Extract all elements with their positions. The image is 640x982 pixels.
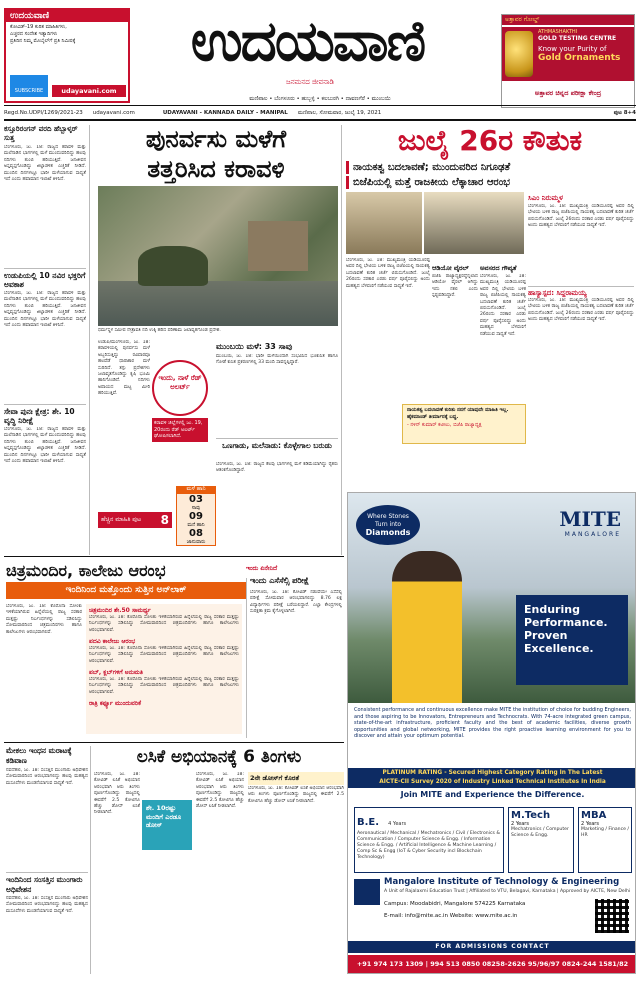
masthead: ಉದಯವಾಣಿ	[190, 8, 425, 74]
admissions-banner: FOR ADMISSIONS CONTACT	[348, 941, 636, 953]
stat-label: ಸಾವು	[191, 505, 201, 511]
story-title[interactable]: ಉಡುಪಿಯಲ್ಲಿ 10 ನವಿರ ಭಕ್ತರಿಗೆ ಅವಕಾಶ	[4, 268, 86, 289]
mite-city: MANGALORE	[564, 531, 621, 538]
vaccine-body: ಬೆಂಗಳೂರು, ಜು. 18: ಕೋವಿಡ್ ಲಸಿಕೆ ಅಭಿಯಾನ ಆರಂಭವಾಗಿ ಆರು ತಿಂಗಳು ಪೂರ್ಣಗೊಂಡಿದ್ದು ರಾಜ್ಯದಲ್ಲಿ ಈವರೆಗೆ 2.5 ಕೋಟಿಗೂ ಹೆಚ್ಚು ಡೋಸ್ ಲಸಿಕೆ ನೀಡಲಾಗಿದೆ.	[94, 772, 140, 816]
mite-logo: MITE	[559, 507, 621, 531]
be-title: B.E.	[357, 817, 380, 828]
audio-title[interactable]: ಆಡಿಯೋ ವೈರಲ್	[432, 264, 469, 272]
vaccine-side-title[interactable]: 2ನೇ ಡೋಸ್‌ಗೆ ಕೊರತೆ	[248, 772, 344, 785]
flood-photo	[98, 186, 338, 326]
quote-author: - ನಳಿನ್ ಕುಮಾರ್ ಕಟೀಲು, ಬಿಜೆಪಿ ರಾಜ್ಯಾಧ್ಯಕ್ಷ	[407, 422, 482, 428]
photo-caption: ಧರ್ಮಸ್ಥಳ ಸಮೀಪ ನೇತ್ರಾವತಿ ನದಿ ಉಕ್ಕಿ ಹರಿದ ಪರಿಣಾಮ ಜಲಾವೃತಗೊಂಡ ಪ್ರದೇಶ.	[98, 328, 221, 333]
stat-label: ಜಾನುವಾರು	[186, 539, 206, 545]
divider	[4, 119, 636, 121]
vaccine-body: ಬೆಂಗಳೂರು, ಜು. 18: ಕೋವಿಡ್ ಲಸಿಕೆ ಅಭಿಯಾನ ಆರಂಭವಾಗಿ ಆರು ತಿಂಗಳು ಪೂರ್ಣಗೊಂಡಿದ್ದು ರಾಜ್ಯದಲ್ಲಿ ಈವರೆಗೆ 2.5 ಕೋಟಿಗೂ ಹೆಚ್ಚು ಡೋಸ್ ಲಸಿಕೆ ನೀಡಲಾಗಿದೆ.	[196, 772, 244, 810]
vaccine-box: ಶೇ. 10ರಷ್ಟು ಮಂದಿಗೆ ಎರಡೂ ಡೋಸ್	[142, 800, 192, 850]
student-image	[392, 551, 462, 703]
excellence-box	[516, 595, 628, 685]
promo-line: ಎಚ್ಚರದ ಸಂದೇಶ ಇತ್ಯಾದಿಗಳು	[10, 31, 58, 37]
divider	[246, 578, 247, 738]
sub-body: ಬೆಂಗಳೂರು, ಜು. 18: ರಾಜ್ಯದ ಕೆಲವು ಭಾಗಗಳಲ್ಲಿ ಮಳೆ ಕಡಿಮೆಯಾಗಿದ್ದು ರೈತರು ಆತಂಕಗೊಂಡಿದ್ದಾರೆ.	[216, 462, 338, 474]
edition-date: ಮಣಿಪಾಲ, ಸೋಮವಾರ, ಜುಲೈ 19, 2021	[297, 109, 382, 116]
rain-body: ಉಡುಪಿ/ಮಂಗಳೂರು, ಜು. 18: ಕರಾವಳಿಯಲ್ಲಿ ಪುನರ್ವಸು ಮಳೆ ಅಬ್ಬರಿಸುತ್ತಿದ್ದು ರವಿವಾರವೂ ಹಲವೆಡೆ ಧಾರಾಕಾರ ಮಳೆ ಸುರಿದಿದೆ. ತಗ್ಗು ಪ್ರದೇಶಗಳು ಜಲಾವೃತಗೊಂಡಿದ್ದು ಕೃಷಿ ಭೂಮಿ ಹಾನಿಗೊಂಡಿದೆ. ನದಿಗಳು ಅಪಾಯದ ಮಟ್ಟ ಮೀರಿ ಹರಿಯುತ್ತಿವೆ.	[98, 340, 150, 397]
audio-body: ಬಿಜೆಪಿ ರಾಜ್ಯಾಧ್ಯಕ್ಷರದ್ದೆನ್ನಲಾದ ಆಡಿಯೋ ವೈರಲ್ ಆಗಿದ್ದು ಇದು ನಕಲಿ ಎಂದು ಸ್ಪಷ್ಟಪಡಿಸಿದ್ದಾರೆ.	[432, 274, 478, 299]
bottom-story-title[interactable]: ಇಂದಿನಿಂದ ಸಂಸತ್ತಿನ ಮುಂಗಾರು ಅಧಿವೇಶನ	[6, 872, 88, 894]
site-link[interactable]: udayavani.com	[52, 85, 126, 97]
bottom-story-body: ನವದೆಹಲಿ, ಜು. 18: ಸಂಸತ್ತಿನ ಮುಂಗಾರು ಅಧಿವೇಶನ ಸೋಮವಾರದಿಂದ ಆರಂಭವಾಗಲಿದ್ದು ಹಲವು ಮಹತ್ವದ ಮಸೂದೆಗಳು ಮಂಡನೆಯಾಗುವ ಸಾಧ್ಯತೆ ಇದೆ.	[6, 896, 88, 914]
rain-headline-2[interactable]: ತತ್ತರಿಸಿದ ಕರಾವಳಿ	[147, 155, 285, 183]
gold-ad-footer: ಅತ್ತಾವರ ಚಿನ್ನದ ಪರೀಕ್ಷಾ ಕೇಂದ್ರ	[534, 89, 602, 97]
cinema-item: ಚಿತ್ರಮಂದಿರ ಶೇ.50 ಸಾಮರ್ಥ್ಯ	[89, 607, 151, 614]
meeting-photo	[346, 192, 422, 254]
rating-line-1: PLATINUM RATING - Secured Highest Category Rating In The Latest	[382, 770, 603, 776]
rating-banner	[348, 768, 636, 788]
regd-number: Regd.No.UDPI/1269/2021-23	[4, 110, 83, 116]
stat-label: ಮನೆ ಹಾನಿ	[187, 522, 205, 528]
side-col-title2[interactable]: ಹಾಸ್ಯಾಸ್ಪದ: ಸಿದ್ದರಾಮಯ್ಯ	[528, 286, 634, 298]
stat-number: 09	[189, 511, 203, 522]
cinema-item-body: ಬೆಂಗಳೂರು, ಜು. 18: ಕೊರೊನಾ ಸೋಂಕು ಇಳಿಕೆಯಾಗಿರುವ ಹಿನ್ನೆಲೆಯಲ್ಲಿ ರಾಜ್ಯ ಸರಕಾರ ಮತ್ತಷ್ಟು ನಿರ್ಬಂಧಗಳನ್ನು ಸಡಿಲಿಸಿದ್ದು ಸೋಮವಾರದಿಂದ ಚಿತ್ರಮಂದಿರಗಳು ಹಾಗೂ ಕಾಲೇಜುಗಳು ಆರಂಭವಾಗಲಿವೆ.	[89, 615, 239, 633]
story-body: ಬೆಂಗಳೂರು, ಜು. 18: ರಾಜ್ಯದ ಕರಾವಳಿ ಮತ್ತು ಮಲೆನಾಡಿನ ಭಾಗಗಳಲ್ಲಿ ಮಳೆ ಮುಂದುವರಿದಿದ್ದು ಹಲವು ನದಿಗಳು ತುಂಬಿ ಹರಿಯುತ್ತಿವೆ. ಜನಜೀವನ ಅಸ್ತವ್ಯಸ್ತಗೊಂಡಿದ್ದು ಜಿಲ್ಲಾಡಳಿತ ಎಚ್ಚರಿಕೆ ನೀಡಿದೆ. ಮುಂದಿನ ದಿನಗಳಲ್ಲೂ ಭಾರೀ ಮಳೆಯಾಗುವ ಸಾಧ್ಯತೆ ಇದೆ ಎಂದು ಹವಾಮಾನ ಇಲಾಖೆ ತಿಳಿಸಿದೆ.	[4, 427, 86, 465]
sslc-headline[interactable]: ಇಂದು ಎಸೆಸೆಲ್ಸಿ ಪರೀಕ್ಷೆ	[250, 576, 309, 585]
cinema-items	[86, 604, 242, 734]
promo-line: ಪ್ರತಿದಿನ ನಿಮ್ಮ ಮೊಬೈಲ್‌ಗೆ ಪ್ರತಿ ನಿಮಿಷಕ್ಕೆ	[10, 38, 76, 44]
divider	[90, 746, 91, 974]
editions-bar: ಮಣಿಪಾಲ • ಬೆಂಗಳೂರು • ಹುಬ್ಬಳ್ಳಿ • ಕಲಬುರಗಿ • ದಾವಣಗೆರೆ • ಮುಂಬಯಿ	[249, 96, 391, 102]
stat-number: 03	[189, 494, 203, 505]
slogan-badge	[356, 505, 420, 545]
tagline: ಜನಮನದ ಜೀವನಾಡಿ	[286, 78, 334, 86]
subhead-dry[interactable]: ಒಣಗಾಡು, ಮಲೆನಾಡು: ಕೊಳ್ಳೇಗಾಲ ಬರುಡು	[216, 438, 338, 451]
overlay-4: Excellence.	[524, 642, 594, 655]
paper-name: UDAYAVANI - KANNADA DAILY - MANIPAL	[162, 110, 288, 116]
gold-ad-line1: ATHMASHAKTHI	[538, 29, 578, 35]
sub-body: ಮುಂಬಯಿ, ಜು. 18: ಭಾರೀ ಮಳೆಯಿಂದಾಗಿ ಸಂಭವಿಸಿದ ಭೂಕುಸಿತ ಹಾಗೂ ಗೋಡೆ ಕುಸಿತ ಪ್ರಕರಣಗಳಲ್ಲಿ 33 ಮಂದಿ ಸಾವನ್ನಪ್ಪಿದ್ದಾರೆ.	[216, 354, 338, 366]
quote-box	[402, 404, 526, 444]
alert-body: ಕರಾವಳಿ ಜಿಲ್ಲೆಗಳಲ್ಲಿ ಜು. 19, 20ರಂದು ರೆಡ್ ಅಲರ್ಟ್ ಘೋಷಿಸಲಾಗಿದೆ.	[152, 418, 208, 442]
promo-brand: ಉದಯವಾಣಿ	[6, 10, 128, 22]
lead-sub2[interactable]: ಬಿಜೆಪಿಯಲ್ಲಿ ಮತ್ತೆ ರಾಜಕೀಯ ಲೆಕ್ಕಾಚಾರ ಆರಂಭ	[346, 176, 634, 189]
side-title[interactable]: ಅವಸರದ ಗೌಪ್ಯತೆ	[480, 264, 517, 272]
gold-ad-line2: GOLD TESTING CENTRE	[538, 35, 617, 42]
side-body: ಬೆಂಗಳೂರು, ಜು. 18: ಮುಖ್ಯಮಂತ್ರಿ ಯಡಿಯೂರಪ್ಪ ಅವರ ದಿಲ್ಲಿ ಭೇಟಿಯ ಬಳಿಕ ರಾಜ್ಯ ಬಿಜೆಪಿಯಲ್ಲಿ ನಾಯಕತ್ವ ಬದಲಾವಣೆ ಕುರಿತ ಚರ್ಚೆ ಬಿರುಸುಗೊಂಡಿದೆ. ಜುಲೈ 26ರಂದು ಸರಕಾರ ಎರಡು ವರ್ಷ ಪೂರೈಸಲಿದ್ದು ಅಂದು ಮಹತ್ವದ ಬೆಳವಣಿಗೆ ನಡೆಯುವ ಸಾಧ್ಯತೆ ಇದೆ.	[480, 274, 526, 337]
cinema-subhead[interactable]: ಇಂದಿನಿಂದ ಮತ್ತೊಂದು ಸುತ್ತಿನ ಅನ್‌ಲಾಕ್	[6, 582, 246, 599]
damage-stats	[176, 486, 216, 546]
quote-text: ನಾಯಕತ್ವ ಬದಲಾವಣೆ ಕುರಿತು ನನಗೆ ಯಾವುದೇ ಮಾಹಿತಿ ಇಲ್ಲ. ಹೈಕಮಾಂಡ್ ತೀರ್ಮಾನಕ್ಕೆ ಬದ್ಧ.	[407, 407, 509, 420]
story-title[interactable]: ಕಸ್ತೂರಿರಂಗನ್ ವರದಿ ಹೆಬ್ಬಾಳ್ಕರ್ ಸುತ್ತ	[4, 125, 78, 142]
institution-sub: A Unit of Rajalaxmi Education Trust | Affiliated to VTU, Belagavi, Karnataka | Approved by AICTE, New Delhi	[384, 889, 631, 894]
be-course[interactable]	[354, 807, 504, 873]
phone-numbers[interactable]: +91 974 173 1309 | 994 513 0850 08258-2626 95/96/97 0824-244 1581/82	[348, 955, 636, 973]
gold-ad[interactable]	[501, 14, 635, 108]
cinema-headline[interactable]: ಚಿತ್ರಮಂದಿರ, ಕಾಲೇಜು ಆರಂಭ	[6, 561, 166, 580]
cinema-item: ಪಬ್, ಕ್ಲಬ್‌ಗಳಿಗೆ ಅನುಮತಿ	[89, 669, 143, 676]
sslc-body: ಬೆಂಗಳೂರು, ಜು. 18: ಕೋವಿಡ್ ನಡುವೆಯೇ ಎಸೆಸೆಲ್ಸಿ ಪರೀಕ್ಷೆ ಸೋಮವಾರ ಆರಂಭವಾಗಲಿದ್ದು 8.76 ಲಕ್ಷ ವಿದ್ಯಾರ್ಥಿಗಳು ಪರೀಕ್ಷೆ ಬರೆಯಲಿದ್ದಾರೆ. ಎಲ್ಲಾ ಕೇಂದ್ರಗಳಲ್ಲಿ ಸುರಕ್ಷತಾ ಕ್ರಮ ಕೈಗೊಳ್ಳಲಾಗಿದೆ.	[250, 590, 342, 615]
stat-number: 08	[189, 528, 203, 539]
vaccine-body: ಬೆಂಗಳೂರು, ಜು. 18: ಕೋವಿಡ್ ಲಸಿಕೆ ಅಭಿಯಾನ ಆರಂಭವಾಗಿ ಆರು ತಿಂಗಳು ಪೂರ್ಣಗೊಂಡಿದ್ದು ರಾಜ್ಯದಲ್ಲಿ ಈವರೆಗೆ 2.5 ಕೋಟಿಗೂ ಹೆಚ್ಚು ಡೋಸ್ ಲಸಿಕೆ ನೀಡಲಾಗಿದೆ.	[248, 786, 344, 804]
page-count: ಪುಟ 8+4	[613, 109, 636, 116]
dateline	[4, 107, 636, 119]
gold-ad-line4: Gold Ornaments	[538, 53, 621, 63]
cinema-kicker: ಇಂದು ಏನೇನಿದೆ	[246, 565, 278, 572]
institution-name: Mangalore Institute of Technology & Engineering	[384, 877, 620, 887]
mba-course[interactable]	[578, 807, 632, 873]
cinema-body: ಬೆಂಗಳೂರು, ಜು. 18: ಕೊರೊನಾ ಸೋಂಕು ಇಳಿಕೆಯಾಗಿರುವ ಹಿನ್ನೆಲೆಯಲ್ಲಿ ರಾಜ್ಯ ಸರಕಾರ ಮತ್ತಷ್ಟು ನಿರ್ಬಂಧಗಳನ್ನು ಸಡಿಲಿಸಿದ್ದು ಸೋಮವಾರದಿಂದ ಚಿತ್ರಮಂದಿರಗಳು ಹಾಗೂ ಕಾಲೇಜುಗಳು ಆರಂಭವಾಗಲಿವೆ.	[6, 604, 82, 635]
side-col-title[interactable]: ಸಿಎಂ ನಿರುಮ್ಮಳ	[528, 194, 563, 202]
mtech-title: M.Tech	[511, 810, 551, 821]
contact-web[interactable]: E-mail: info@mite.ac.in Website: www.mite.ac.in	[384, 913, 518, 919]
mtech-branches: Mechatronics / Computer Science & Engg.	[511, 827, 569, 838]
left-column	[4, 125, 90, 555]
divider	[4, 742, 344, 743]
story-body: ಬೆಂಗಳೂರು, ಜು. 18: ರಾಜ್ಯದ ಕರಾವಳಿ ಮತ್ತು ಮಲೆನಾಡಿನ ಭಾಗಗಳಲ್ಲಿ ಮಳೆ ಮುಂದುವರಿದಿದ್ದು ಹಲವು ನದಿಗಳು ತುಂಬಿ ಹರಿಯುತ್ತಿವೆ. ಜನಜೀವನ ಅಸ್ತವ್ಯಸ್ತಗೊಂಡಿದ್ದು ಜಿಲ್ಲಾಡಳಿತ ಎಚ್ಚರಿಕೆ ನೀಡಿದೆ. ಮುಂದಿನ ದಿನಗಳಲ್ಲೂ ಭಾರೀ ಮಳೆಯಾಗುವ ಸಾಧ್ಯತೆ ಇದೆ ಎಂದು ಹವಾಮಾನ ಇಲಾಖೆ ತಿಳಿಸಿದೆ.	[4, 291, 86, 329]
page-ref-label: ಹೆಚ್ಚಿನ ಮಾಹಿತಿ ಪುಟ	[101, 516, 142, 523]
page-ref-number: 8	[160, 513, 169, 527]
gold-ad-line3: Know your Purity of	[538, 45, 607, 53]
mba-title: MBA	[581, 810, 607, 821]
overlay-2: Performance.	[524, 616, 608, 629]
divider	[4, 105, 636, 106]
divider	[4, 556, 344, 557]
mba-branches: Marketing / Finance / HR	[581, 827, 629, 838]
mite-crest-icon	[354, 879, 380, 905]
rating-line-2: AICTE-CII Survey 2020 of Industry Linked Technical Institutes In India	[379, 779, 606, 785]
lead-sub1[interactable]: ನಾಯಕತ್ವ ಬದಲಾವಣೆ; ಮುಂದುವರಿದ ನಿಗೂಢತೆ	[346, 161, 634, 174]
side-col-body: ಬೆಂಗಳೂರು, ಜು. 18: ಮುಖ್ಯಮಂತ್ರಿ ಯಡಿಯೂರಪ್ಪ ಅವರ ದಿಲ್ಲಿ ಭೇಟಿಯ ಬಳಿಕ ರಾಜ್ಯ ಬಿಜೆಪಿಯಲ್ಲಿ ನಾಯಕತ್ವ ಬದಲಾವಣೆ ಕುರಿತ ಚರ್ಚೆ ಬಿರುಸುಗೊಂಡಿದೆ. ಜುಲೈ 26ರಂದು ಸರಕಾರ ಎರಡು ವರ್ಷ ಪೂರೈಸಲಿದ್ದು ಅಂದು ಮಹತ್ವದ ಬೆಳವಣಿಗೆ ನಡೆಯುವ ಸಾಧ್ಯತೆ ಇದೆ.	[528, 298, 634, 323]
page-reference[interactable]	[98, 512, 172, 528]
divider	[341, 125, 342, 555]
overlay-3: Proven	[524, 629, 568, 642]
slogan-1: Where Stones	[367, 513, 409, 520]
mtech-course[interactable]	[508, 807, 574, 873]
vaccine-headline[interactable]: ಲಸಿಕೆ ಅಭಿಯಾನಕ್ಕೆ 6 ತಿಂಗಳು	[136, 747, 302, 767]
left-promo[interactable]	[4, 8, 130, 103]
alert-title: ಇಂದು, ನಾಳೆ ರೆಡ್ ಅಲರ್ಟ್	[152, 360, 208, 416]
cinema-item-body: ಬೆಂಗಳೂರು, ಜು. 18: ಕೊರೊನಾ ಸೋಂಕು ಇಳಿಕೆಯಾಗಿರುವ ಹಿನ್ನೆಲೆಯಲ್ಲಿ ರಾಜ್ಯ ಸರಕಾರ ಮತ್ತಷ್ಟು ನಿರ್ಬಂಧಗಳನ್ನು ಸಡಿಲಿಸಿದ್ದು ಸೋಮವಾರದಿಂದ ಚಿತ್ರಮಂದಿರಗಳು ಹಾಗೂ ಕಾಲೇಜುಗಳು ಆರಂಭವಾಗಲಿವೆ.	[89, 646, 239, 664]
red-alert-box	[152, 360, 208, 480]
cinema-item-body: ಬೆಂಗಳೂರು, ಜು. 18: ಕೊರೊನಾ ಸೋಂಕು ಇಳಿಕೆಯಾಗಿರುವ ಹಿನ್ನೆಲೆಯಲ್ಲಿ ರಾಜ್ಯ ಸರಕಾರ ಮತ್ತಷ್ಟು ನಿರ್ಬಂಧಗಳನ್ನು ಸಡಿಲಿಸಿದ್ದು ಸೋಮವಾರದಿಂದ ಚಿತ್ರಮಂದಿರಗಳು ಹಾಗೂ ಕಾಲೇಜುಗಳು ಆರಂಭವಾಗಲಿವೆ.	[89, 677, 239, 695]
mite-paragraph: Consistent performance and continuous excellence make MITE the institution of choice for budding Engineers, and those aspiring to be Innovators, Entrepreneurs and Technocrats. With 74-acre integrated green campus, state-of-the-art infrastructure, proficient faculty and the best of academic facilities, diverse growth opportunities and global networking, MITE provides the right proactive learning environment for you to discover and attain your optimum potential.	[354, 707, 631, 740]
bottom-story-body: ನವದೆಹಲಿ, ಜು. 18: ಸಂಸತ್ತಿನ ಮುಂಗಾರು ಅಧಿವೇಶನ ಸೋಮವಾರದಿಂದ ಆರಂಭವಾಗಲಿದ್ದು ಹಲವು ಮಹತ್ವದ ಮಸೂದೆಗಳು ಮಂಡನೆಯಾಗುವ ಸಾಧ್ಯತೆ ಇದೆ.	[6, 768, 88, 786]
slogan-2: Turn into	[374, 521, 402, 528]
overlay-1: Enduring	[524, 603, 580, 616]
subhead-mumbai[interactable]: ಮುಂಬಯಿ ಮಳೆ: 33 ಸಾವು	[216, 342, 293, 351]
be-branches: Aeronautical / Mechanical / Mechatronics / Civil / Electronics & Communication / Computer Science & Engg. / Information Science & Engg. / Artificial Intelligence & Machine Learning / Comp Sc & Engg (IoT & Cyber Security incl Blockchain Technology)	[357, 831, 500, 860]
slogan-3: Diamonds	[365, 528, 411, 537]
mite-ad[interactable]	[347, 492, 636, 974]
gold-ad-brand: ಅತ್ತಾವರ ಗೋಲ್ಡ್	[502, 15, 634, 25]
story-body: ಬೆಂಗಳೂರು, ಜು. 18: ರಾಜ್ಯದ ಕರಾವಳಿ ಮತ್ತು ಮಲೆನಾಡಿನ ಭಾಗಗಳಲ್ಲಿ ಮಳೆ ಮುಂದುವರಿದಿದ್ದು ಹಲವು ನದಿಗಳು ತುಂಬಿ ಹರಿಯುತ್ತಿವೆ. ಜನಜೀವನ ಅಸ್ತವ್ಯಸ್ತಗೊಂಡಿದ್ದು ಜಿಲ್ಲಾಡಳಿತ ಎಚ್ಚರಿಕೆ ನೀಡಿದೆ. ಮುಂದಿನ ದಿನಗಳಲ್ಲೂ ಭಾರೀ ಮಳೆಯಾಗುವ ಸಾಧ್ಯತೆ ಇದೆ ಎಂದು ಹವಾಮಾನ ಇಲಾಖೆ ತಿಳಿಸಿದೆ.	[4, 145, 86, 183]
bottom-story-title[interactable]: ಮೇಕಲು ಇಂಧನ ಮರಾಟಕ್ಕೆ ಕಡಿವಾಣ	[6, 746, 72, 765]
promo-line: ಕೋವಿಡ್-19 ಕುರಿತ ಮಾಹಿತಿಗಳು,	[10, 24, 67, 30]
campus-address: Campus: Moodabidri, Mangalore 574225 Karnataka	[384, 901, 526, 907]
mba-years: 2 Years	[581, 821, 599, 827]
rain-headline-1[interactable]: ಪುನರ್ವಸು ಮಳೆಗೆ	[145, 125, 287, 153]
dateline-site: udayavani.com	[92, 110, 135, 116]
politicians-photo	[424, 192, 524, 254]
join-banner: Join MITE and Experience the Difference.	[400, 790, 585, 799]
lead-body: ಬೆಂಗಳೂರು, ಜು. 18: ಮುಖ್ಯಮಂತ್ರಿ ಯಡಿಯೂರಪ್ಪ ಅವರ ದಿಲ್ಲಿ ಭೇಟಿಯ ಬಳಿಕ ರಾಜ್ಯ ಬಿಜೆಪಿಯಲ್ಲಿ ನಾಯಕತ್ವ ಬದಲಾವಣೆ ಕುರಿತ ಚರ್ಚೆ ಬಿರುಸುಗೊಂಡಿದೆ. ಜುಲೈ 26ರಂದು ಸರಕಾರ ಎರಡು ವರ್ಷ ಪೂರೈಸಲಿದ್ದು ಅಂದು ಮಹತ್ವದ ಬೆಳವಣಿಗೆ ನಡೆಯುವ ಸಾಧ್ಯತೆ ಇದೆ.	[346, 258, 430, 289]
lead-headline[interactable]: ಜುಲೈ 26ರ ಕೌತುಕ	[397, 124, 583, 157]
side-col-body: ಬೆಂಗಳೂರು, ಜು. 18: ಮುಖ್ಯಮಂತ್ರಿ ಯಡಿಯೂರಪ್ಪ ಅವರ ದಿಲ್ಲಿ ಭೇಟಿಯ ಬಳಿಕ ರಾಜ್ಯ ಬಿಜೆಪಿಯಲ್ಲಿ ನಾಯಕತ್ವ ಬದಲಾವಣೆ ಕುರಿತ ಚರ್ಚೆ ಬಿರುಸುಗೊಂಡಿದೆ. ಜುಲೈ 26ರಂದು ಸರಕಾರ ಎರಡು ವರ್ಷ ಪೂರೈಸಲಿದ್ದು ಅಂದು ಮಹತ್ವದ ಬೆಳವಣಿಗೆ ನಡೆಯುವ ಸಾಧ್ಯತೆ ಇದೆ.	[528, 204, 634, 229]
qr-code-icon[interactable]	[595, 899, 629, 933]
cinema-item: ಪದವಿ ಕಾಲೇಜು ಆರಂಭ	[89, 638, 136, 645]
story-title[interactable]: ಸೇವಾ ಪುನಃ ಕ್ಷೇತ್ರ: ಶೇ. 10 ವೃದ್ಧಿ ನಿರೀಕ್ಷೆ	[4, 404, 86, 425]
gold-coin-icon	[505, 31, 533, 77]
stats-label: ಮಳೆ ಹಾನಿ	[176, 486, 216, 493]
be-years: 4 Years	[388, 821, 407, 827]
subscribe-button[interactable]: SUBSCRIBE	[10, 75, 48, 97]
mtech-years: 2 Years	[511, 821, 529, 827]
cinema-item: ರಾತ್ರಿ ಕರ್ಫ್ಯೂ ಮುಂದುವರಿಕೆ	[89, 700, 142, 707]
